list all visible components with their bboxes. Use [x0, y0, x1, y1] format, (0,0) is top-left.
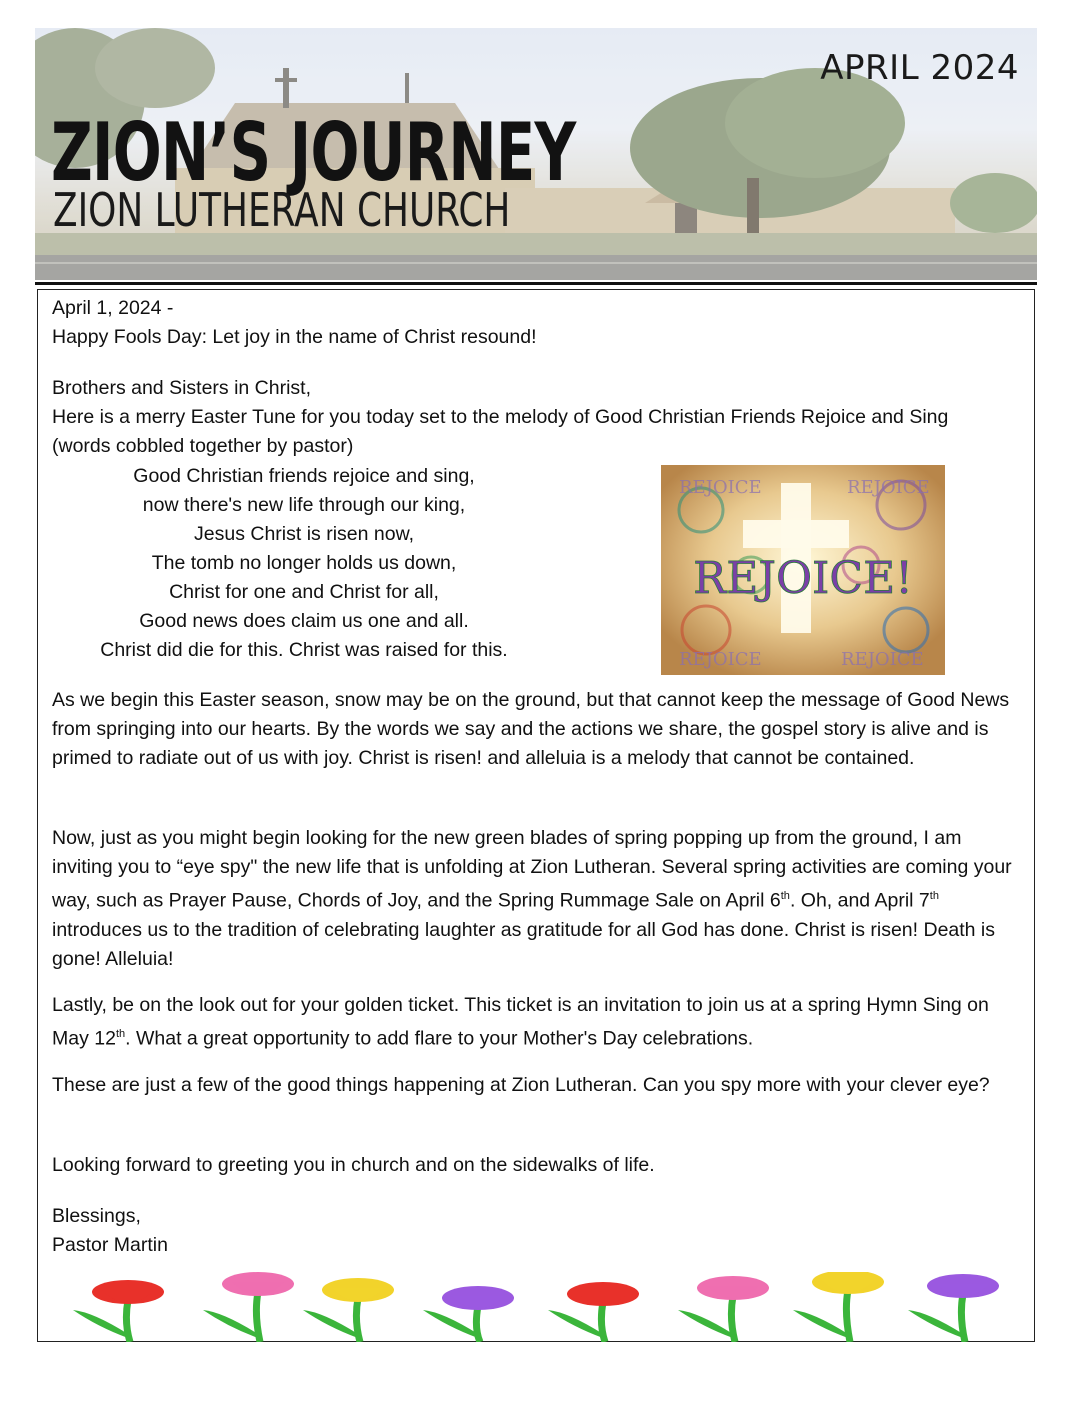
svg-text:REJOICE: REJOICE	[679, 477, 762, 498]
letter-date: April 1, 2024 -	[52, 297, 174, 319]
letter-paragraph-1: As we begin this Easter season, snow may be on the ground, but that cannot keep the message of Good News from springing into our hearts. By the words we say and the actions we share, the gospel story is alive and is primed to radiate out of us with joy. Christ is risen! and alleluia is a melody that cannot be contained.	[52, 689, 1010, 769]
easter-hymn	[94, 462, 514, 665]
tulip-icon	[793, 1272, 884, 1342]
hymn-line: Jesus Christ is risen now,	[194, 523, 414, 545]
newsletter-title: ZION’S JOURNEY	[51, 106, 576, 199]
tulip-icon	[908, 1274, 999, 1342]
letter-closing: Blessings,	[52, 1205, 141, 1227]
tulip-icon	[423, 1286, 514, 1342]
hymn-line: now there's new life through our king,	[142, 494, 466, 516]
church-name: ZION LUTHERAN CHURCH	[53, 183, 511, 237]
letter-paragraph-4: These are just a few of the good things happening at Zion Lutheran. Can you spy more with your clever eye?	[52, 1074, 990, 1096]
pastor-letter	[37, 289, 1035, 1342]
svg-text:REJOICE: REJOICE	[841, 649, 924, 670]
tulip-icon	[303, 1278, 394, 1342]
svg-text:REJOICE: REJOICE	[847, 477, 930, 498]
hymn-line: Christ did die for this. Christ was raised for this.	[100, 639, 508, 661]
tulip-icon	[73, 1280, 164, 1342]
tulip-icon	[203, 1272, 294, 1342]
letter-salutation: Brothers and Sisters in Christ,	[52, 377, 312, 399]
hymn-line: The tomb no longer holds us down,	[151, 552, 457, 574]
rejoice-cross-image	[661, 465, 945, 675]
letter-intro: Here is a merry Easter Tune for you today set to the melody of Good Christian Friends Rejoice and Sing (words cobbled together by pastor)	[52, 406, 949, 457]
letter-greeting: Happy Fools Day: Let joy in the name of Christ resound!	[52, 326, 537, 348]
header-divider	[35, 282, 1037, 285]
issue-date: APRIL 2024	[820, 48, 1019, 88]
rejoice-text: REJOICE!	[693, 553, 913, 604]
hymn-line: Christ for one and Christ for all,	[169, 581, 439, 603]
letter-paragraph-5: Looking forward to greeting you in church and on the sidewalks of life.	[52, 1154, 655, 1176]
letter-paragraph-2: Now, just as you might begin looking for the new green blades of spring popping up from the ground, I am inviting you to “eye spy" the new life that is unfolding at Zion Lutheran. Several spring activities are coming your way, such as Prayer Pause, Chords of Joy, and the Spring Rummage Sale on April 6th. Oh, and April 7th introduces us to the tradition of celebrating laughter as gratitude for all God has done. Christ is risen! Death is gone! Alleluia!	[52, 827, 1012, 970]
tulip-icon	[678, 1276, 769, 1342]
tulip-icon	[548, 1282, 639, 1342]
hymn-line: Good news does claim us one and all.	[139, 610, 469, 632]
hymn-line: Good Christian friends rejoice and sing,	[133, 465, 475, 487]
letter-paragraph-3: Lastly, be on the look out for your golden ticket. This ticket is an invitation to join us at a spring Hymn Sing on May 12th. What a great opportunity to add flare to your Mother's Day celebrations.	[52, 994, 989, 1050]
tulip-border	[58, 1272, 1018, 1342]
header-banner	[35, 28, 1037, 280]
letter-signature: Pastor Martin	[52, 1234, 168, 1256]
svg-text:REJOICE: REJOICE	[679, 649, 762, 670]
